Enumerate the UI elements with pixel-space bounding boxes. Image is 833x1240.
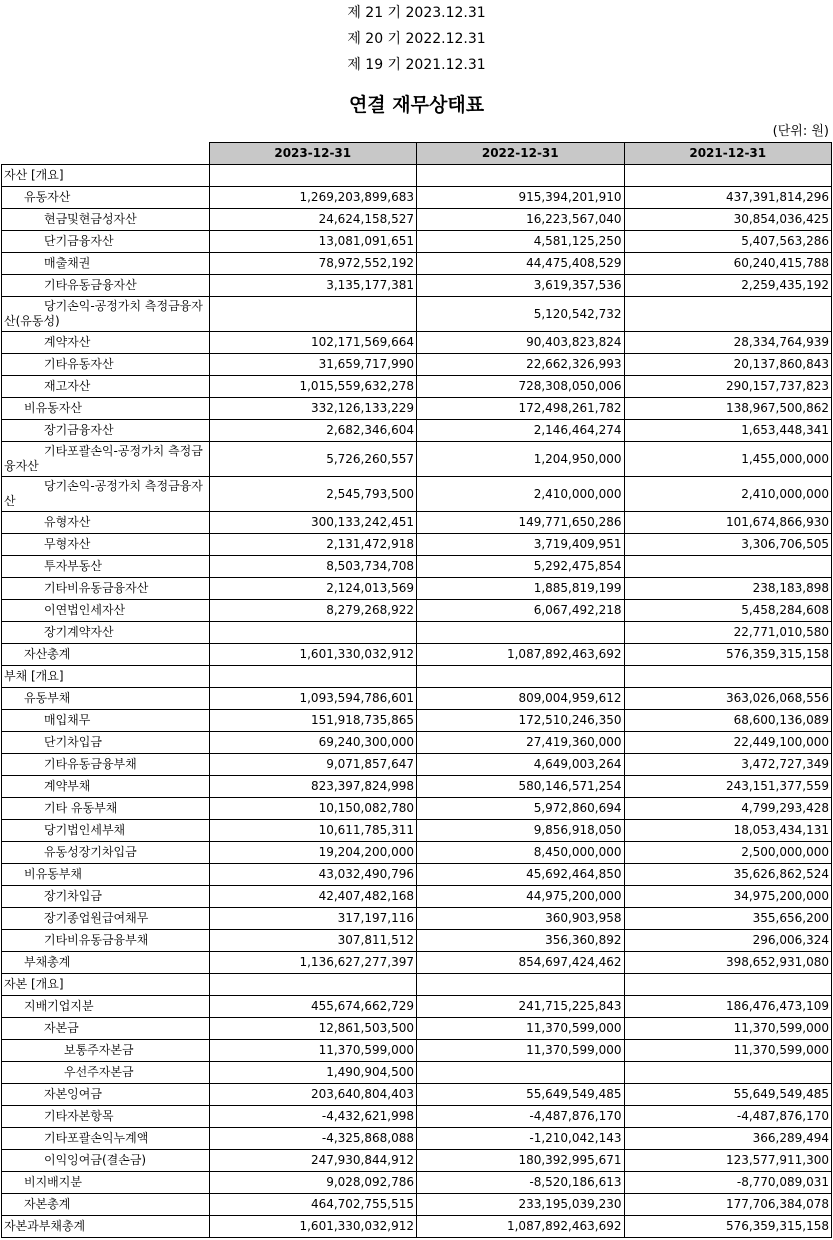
table-row: [2, 886, 832, 908]
amount-cell: -8,520,186,613: [417, 1172, 625, 1194]
account-name-cell: 장기계약자산: [2, 622, 210, 644]
amount-cell: [624, 556, 832, 578]
amount-cell: 5,407,563,286: [624, 231, 832, 253]
amount-cell: 5,120,542,732: [417, 297, 625, 332]
amount-cell: -1,210,042,143: [417, 1128, 625, 1150]
amount-cell: 363,026,068,556: [624, 688, 832, 710]
amount-cell: 307,811,512: [209, 930, 417, 952]
amount-cell: 580,146,571,254: [417, 776, 625, 798]
amount-cell: 10,150,082,780: [209, 798, 417, 820]
amount-cell: 823,397,824,998: [209, 776, 417, 798]
amount-cell: 1,087,892,463,692: [417, 644, 625, 666]
amount-cell: 5,292,475,854: [417, 556, 625, 578]
amount-cell: 3,472,727,349: [624, 754, 832, 776]
account-name-cell: 단기금융자산: [2, 231, 210, 253]
account-name-cell: 기타포괄손익-공정가치 측정금융자산: [2, 442, 210, 477]
amount-cell: 34,975,200,000: [624, 886, 832, 908]
amount-cell: 356,360,892: [417, 930, 625, 952]
amount-cell: 1,093,594,786,601: [209, 688, 417, 710]
account-name-cell: 부채총계: [2, 952, 210, 974]
amount-cell: 1,136,627,277,397: [209, 952, 417, 974]
account-name-cell: 기타유동자산: [2, 354, 210, 376]
table-row: [2, 1172, 832, 1194]
amount-cell: 123,577,911,300: [624, 1150, 832, 1172]
account-name-cell: 자본금: [2, 1018, 210, 1040]
amount-cell: 55,649,549,485: [624, 1084, 832, 1106]
amount-cell: 398,652,931,080: [624, 952, 832, 974]
amount-cell: [624, 297, 832, 332]
account-name-cell: 비지배지분: [2, 1172, 210, 1194]
amount-cell: 8,279,268,922: [209, 600, 417, 622]
table-row: [2, 275, 832, 297]
table-row: [2, 996, 832, 1018]
table-row: [2, 952, 832, 974]
table-row: [2, 842, 832, 864]
amount-cell: 1,455,000,000: [624, 442, 832, 477]
amount-cell: 102,171,569,664: [209, 332, 417, 354]
account-name-cell: 당기손익-공정가치 측정금융자산: [2, 477, 210, 512]
amount-cell: 437,391,814,296: [624, 187, 832, 209]
amount-cell: 2,500,000,000: [624, 842, 832, 864]
amount-cell: [209, 297, 417, 332]
account-name-cell: 보통주자본금: [2, 1040, 210, 1062]
amount-cell: -8,770,089,031: [624, 1172, 832, 1194]
account-name-cell: 기타 유동부채: [2, 798, 210, 820]
account-name-cell: 비유동자산: [2, 398, 210, 420]
amount-cell: 9,028,092,786: [209, 1172, 417, 1194]
header-row: [2, 143, 832, 165]
account-name-cell: 장기금융자산: [2, 420, 210, 442]
table-row: [2, 165, 832, 187]
amount-cell: 854,697,424,462: [417, 952, 625, 974]
amount-cell: 138,967,500,862: [624, 398, 832, 420]
amount-cell: 1,601,330,032,912: [209, 1216, 417, 1238]
amount-cell: 4,649,003,264: [417, 754, 625, 776]
amount-cell: 19,204,200,000: [209, 842, 417, 864]
account-name-cell: 기타비유동금융자산: [2, 578, 210, 600]
amount-cell: 22,449,100,000: [624, 732, 832, 754]
account-name-cell: 자본과부채총계: [2, 1216, 210, 1238]
amount-cell: [624, 165, 832, 187]
header-cell-2022: 2022-12-31: [417, 143, 625, 165]
statement-title: 연결 재무상태표: [348, 94, 485, 116]
table-row: [2, 732, 832, 754]
amount-cell: 1,653,448,341: [624, 420, 832, 442]
amount-cell: 3,135,177,381: [209, 275, 417, 297]
amount-cell: 68,600,136,089: [624, 710, 832, 732]
account-name-cell: 투자부동산: [2, 556, 210, 578]
amount-cell: [417, 666, 625, 688]
amount-cell: 31,659,717,990: [209, 354, 417, 376]
account-name-cell: 계약자산: [2, 332, 210, 354]
amount-cell: 300,133,242,451: [209, 512, 417, 534]
amount-cell: -4,432,621,998: [209, 1106, 417, 1128]
account-name-cell: 비유동부채: [2, 864, 210, 886]
amount-cell: 45,692,464,850: [417, 864, 625, 886]
amount-cell: 355,656,200: [624, 908, 832, 930]
table-row: [2, 776, 832, 798]
amount-cell: 60,240,415,788: [624, 253, 832, 275]
account-name-cell: 기타유동금융자산: [2, 275, 210, 297]
account-name-cell: 장기차입금: [2, 886, 210, 908]
header-cell-2023: 2023-12-31: [209, 143, 417, 165]
amount-cell: 44,475,408,529: [417, 253, 625, 275]
table-row: [2, 1216, 832, 1238]
amount-cell: 2,146,464,274: [417, 420, 625, 442]
account-name-cell: 기타자본항목: [2, 1106, 210, 1128]
amount-cell: 5,726,260,557: [209, 442, 417, 477]
amount-cell: [209, 165, 417, 187]
account-name-cell: 당기손익-공정가치 측정금융자산(유동성): [2, 297, 210, 332]
table-row: [2, 688, 832, 710]
table-row: [2, 1150, 832, 1172]
account-name-cell: 단기차입금: [2, 732, 210, 754]
amount-cell: 4,799,293,428: [624, 798, 832, 820]
account-name-cell: 자산총계: [2, 644, 210, 666]
amount-cell: [209, 666, 417, 688]
amount-cell: 35,626,862,524: [624, 864, 832, 886]
amount-cell: 1,269,203,899,683: [209, 187, 417, 209]
table-row: [2, 930, 832, 952]
amount-cell: 9,071,857,647: [209, 754, 417, 776]
amount-cell: 296,006,324: [624, 930, 832, 952]
amount-cell: 172,510,246,350: [417, 710, 625, 732]
amount-cell: 3,619,357,536: [417, 275, 625, 297]
amount-cell: 290,157,737,823: [624, 376, 832, 398]
account-name-cell: 유형자산: [2, 512, 210, 534]
account-name-cell: 유동성장기차입금: [2, 842, 210, 864]
table-row: [2, 253, 832, 275]
amount-cell: 11,370,599,000: [624, 1018, 832, 1040]
amount-cell: 317,197,116: [209, 908, 417, 930]
amount-cell: 576,359,315,158: [624, 644, 832, 666]
amount-cell: 90,403,823,824: [417, 332, 625, 354]
amount-cell: 2,131,472,918: [209, 534, 417, 556]
account-name-cell: 당기법인세부채: [2, 820, 210, 842]
table-row: [2, 578, 832, 600]
table-row: [2, 974, 832, 996]
account-name-cell: 매입채무: [2, 710, 210, 732]
account-name-cell: 자본 [개요]: [2, 974, 210, 996]
amount-cell: [417, 974, 625, 996]
amount-cell: -4,487,876,170: [624, 1106, 832, 1128]
amount-cell: 28,334,764,939: [624, 332, 832, 354]
amount-cell: [417, 622, 625, 644]
account-name-cell: 기타유동금융부채: [2, 754, 210, 776]
amount-cell: 1,490,904,500: [209, 1062, 417, 1084]
amount-cell: 11,370,599,000: [417, 1018, 625, 1040]
account-name-cell: 장기종업원급여채무: [2, 908, 210, 930]
account-name-cell: 우선주자본금: [2, 1062, 210, 1084]
amount-cell: 5,458,284,608: [624, 600, 832, 622]
table-row: [2, 442, 832, 477]
table-row: [2, 600, 832, 622]
amount-cell: 177,706,384,078: [624, 1194, 832, 1216]
amount-cell: 16,223,567,040: [417, 209, 625, 231]
table-row: [2, 710, 832, 732]
amount-cell: 233,195,039,230: [417, 1194, 625, 1216]
amount-cell: 22,662,326,993: [417, 354, 625, 376]
amount-cell: [624, 666, 832, 688]
amount-cell: 1,015,559,632,278: [209, 376, 417, 398]
amount-cell: [209, 974, 417, 996]
amount-cell: 6,067,492,218: [417, 600, 625, 622]
amount-cell: 2,124,013,569: [209, 578, 417, 600]
account-name-cell: 기타비유동금융부채: [2, 930, 210, 952]
table-row: [2, 556, 832, 578]
amount-cell: 241,715,225,843: [417, 996, 625, 1018]
table-row: [2, 1062, 832, 1084]
header-cell-account: [2, 143, 210, 165]
amount-cell: -4,487,876,170: [417, 1106, 625, 1128]
account-name-cell: 계약부채: [2, 776, 210, 798]
amount-cell: 332,126,133,229: [209, 398, 417, 420]
table-row: [2, 354, 832, 376]
amount-cell: 4,581,125,250: [417, 231, 625, 253]
amount-cell: 8,503,734,708: [209, 556, 417, 578]
amount-cell: 43,032,490,796: [209, 864, 417, 886]
table-row: [2, 398, 832, 420]
table-row: [2, 477, 832, 512]
amount-cell: 2,410,000,000: [624, 477, 832, 512]
amount-cell: 11,370,599,000: [417, 1040, 625, 1062]
table-row: [2, 1194, 832, 1216]
amount-cell: 151,918,735,865: [209, 710, 417, 732]
table-row: [2, 297, 832, 332]
account-name-cell: 매출채권: [2, 253, 210, 275]
unit-label: (단위: 원): [772, 124, 829, 139]
amount-cell: 11,370,599,000: [624, 1040, 832, 1062]
amount-cell: 101,674,866,930: [624, 512, 832, 534]
amount-cell: 172,498,261,782: [417, 398, 625, 420]
period-prior: 제 20 기 2022.12.31: [347, 31, 486, 47]
amount-cell: 464,702,755,515: [209, 1194, 417, 1216]
table-row: [2, 1084, 832, 1106]
amount-cell: 5,972,860,694: [417, 798, 625, 820]
amount-cell: 30,854,036,425: [624, 209, 832, 231]
amount-cell: 10,611,785,311: [209, 820, 417, 842]
amount-cell: 149,771,650,286: [417, 512, 625, 534]
header-cell-2021: 2021-12-31: [624, 143, 832, 165]
amount-cell: 13,081,091,651: [209, 231, 417, 253]
table-row: [2, 864, 832, 886]
amount-cell: 2,410,000,000: [417, 477, 625, 512]
table-row: [2, 534, 832, 556]
amount-cell: 2,259,435,192: [624, 275, 832, 297]
amount-cell: 455,674,662,729: [209, 996, 417, 1018]
amount-cell: 1,204,950,000: [417, 442, 625, 477]
amount-cell: 2,682,346,604: [209, 420, 417, 442]
period-prior-2: 제 19 기 2021.12.31: [347, 57, 486, 73]
account-name-cell: 유동자산: [2, 187, 210, 209]
table-row: [2, 908, 832, 930]
amount-cell: [417, 1062, 625, 1084]
account-name-cell: 이익잉여금(결손금): [2, 1150, 210, 1172]
amount-cell: 24,624,158,527: [209, 209, 417, 231]
period-list: [0, 0, 833, 78]
table-row: [2, 1106, 832, 1128]
amount-cell: 22,771,010,580: [624, 622, 832, 644]
amount-cell: -4,325,868,088: [209, 1128, 417, 1150]
table-row: [2, 332, 832, 354]
amount-cell: 809,004,959,612: [417, 688, 625, 710]
period-current: 제 21 기 2023.12.31: [347, 5, 486, 21]
amount-cell: 9,856,918,050: [417, 820, 625, 842]
amount-cell: 11,370,599,000: [209, 1040, 417, 1062]
amount-cell: [624, 974, 832, 996]
amount-cell: 12,861,503,500: [209, 1018, 417, 1040]
amount-cell: 728,308,050,006: [417, 376, 625, 398]
account-name-cell: 무형자산: [2, 534, 210, 556]
amount-cell: 3,719,409,951: [417, 534, 625, 556]
account-name-cell: 자본잉여금: [2, 1084, 210, 1106]
amount-cell: 44,975,200,000: [417, 886, 625, 908]
amount-cell: 1,601,330,032,912: [209, 644, 417, 666]
account-name-cell: 기타포괄손익누계액: [2, 1128, 210, 1150]
amount-cell: 27,419,360,000: [417, 732, 625, 754]
table-row: [2, 231, 832, 253]
amount-cell: 203,640,804,403: [209, 1084, 417, 1106]
account-name-cell: 자산 [개요]: [2, 165, 210, 187]
amount-cell: 20,137,860,843: [624, 354, 832, 376]
amount-cell: 8,450,000,000: [417, 842, 625, 864]
amount-cell: 3,306,706,505: [624, 534, 832, 556]
amount-cell: [417, 165, 625, 187]
account-name-cell: 지배기업지분: [2, 996, 210, 1018]
table-row: [2, 1018, 832, 1040]
account-name-cell: 자본총계: [2, 1194, 210, 1216]
amount-cell: 1,885,819,199: [417, 578, 625, 600]
amount-cell: [209, 622, 417, 644]
table-row: [2, 420, 832, 442]
amount-cell: 243,151,377,559: [624, 776, 832, 798]
amount-cell: 186,476,473,109: [624, 996, 832, 1018]
account-name-cell: 이연법인세자산: [2, 600, 210, 622]
amount-cell: 180,392,995,671: [417, 1150, 625, 1172]
account-name-cell: 현금및현금성자산: [2, 209, 210, 231]
amount-cell: 78,972,552,192: [209, 253, 417, 275]
account-name-cell: 유동부채: [2, 688, 210, 710]
table-row: [2, 187, 832, 209]
amount-cell: [624, 1062, 832, 1084]
amount-cell: 55,649,549,485: [417, 1084, 625, 1106]
account-name-cell: 재고자산: [2, 376, 210, 398]
table-row: [2, 622, 832, 644]
table-row: [2, 209, 832, 231]
balance-sheet-table: [1, 142, 832, 1238]
table-row: [2, 1040, 832, 1062]
amount-cell: 247,930,844,912: [209, 1150, 417, 1172]
account-name-cell: 부채 [개요]: [2, 666, 210, 688]
amount-cell: 360,903,958: [417, 908, 625, 930]
amount-cell: 238,183,898: [624, 578, 832, 600]
amount-cell: 366,289,494: [624, 1128, 832, 1150]
amount-cell: 42,407,482,168: [209, 886, 417, 908]
table-row: [2, 820, 832, 842]
amount-cell: 69,240,300,000: [209, 732, 417, 754]
table-row: [2, 666, 832, 688]
amount-cell: 18,053,434,131: [624, 820, 832, 842]
table-row: [2, 1128, 832, 1150]
table-row: [2, 376, 832, 398]
table-row: [2, 754, 832, 776]
table-row: [2, 798, 832, 820]
table-row: [2, 512, 832, 534]
amount-cell: 915,394,201,910: [417, 187, 625, 209]
amount-cell: 2,545,793,500: [209, 477, 417, 512]
table-row: [2, 644, 832, 666]
amount-cell: 576,359,315,158: [624, 1216, 832, 1238]
amount-cell: 1,087,892,463,692: [417, 1216, 625, 1238]
